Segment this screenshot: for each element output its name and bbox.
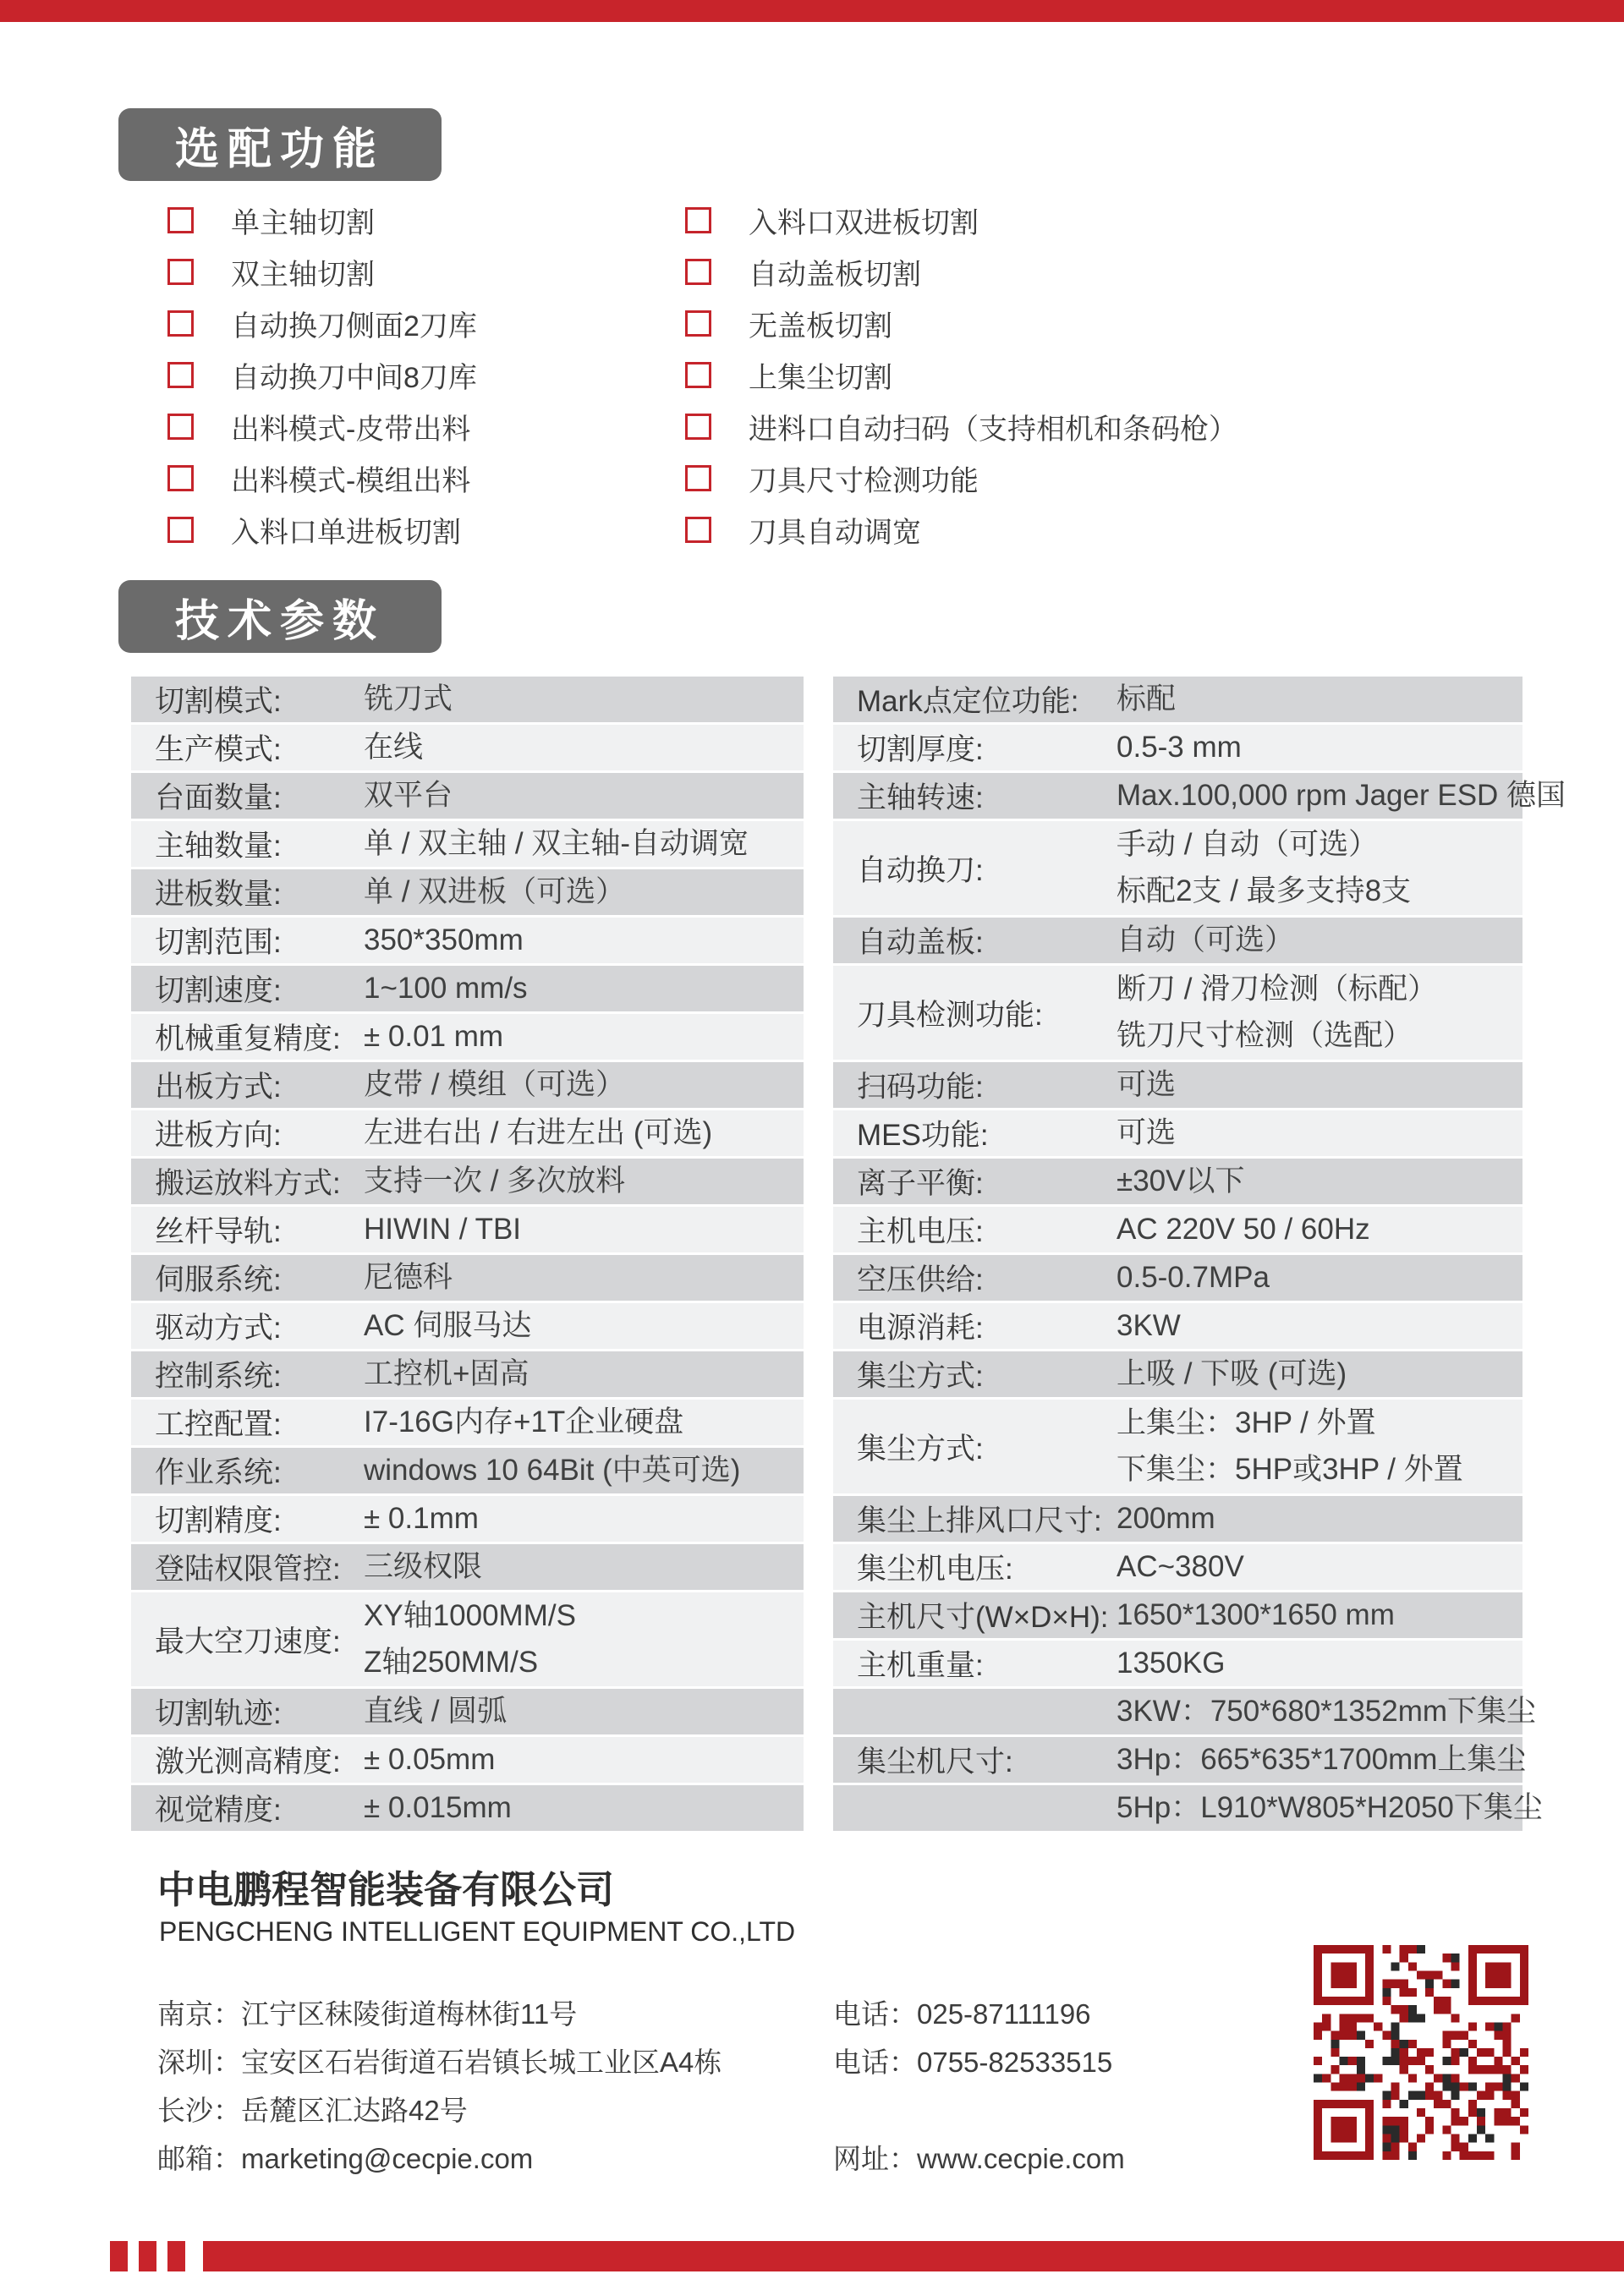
optional-feature-item <box>685 309 1237 342</box>
spec-label: 机械重复精度: <box>155 1022 341 1055</box>
spec-value-line: 可选 <box>1116 1116 1177 1149</box>
spec-label: 搬运放料方式: <box>155 1167 341 1200</box>
spec-label: 切割厚度: <box>857 733 984 766</box>
feature-label: 出料模式-皮带出料 <box>231 413 471 446</box>
optional-feature-item <box>685 360 1237 394</box>
spec-value-line: 断刀 / 滑刀检测（标配） <box>1116 972 1438 1006</box>
spec-row <box>833 725 1522 770</box>
spec-row <box>131 966 804 1011</box>
spec-row <box>131 869 804 915</box>
bottom-accent-bar <box>203 2241 1624 2271</box>
spec-row <box>833 1159 1522 1204</box>
spec-value <box>1116 1207 1522 1252</box>
feature-label: 刀具尺寸检测功能 <box>749 464 979 497</box>
spec-value <box>364 1207 804 1252</box>
spec-value-line: 3Hp：665*635*1700mm上集尘 <box>1116 1743 1527 1776</box>
spec-value <box>364 1255 804 1301</box>
optional-features-column-right <box>685 205 1237 567</box>
spec-row <box>131 1448 804 1493</box>
spec-value <box>1116 1785 1543 1831</box>
spec-label: 丝杆导轨: <box>155 1215 282 1248</box>
spec-label: 切割模式: <box>155 685 282 718</box>
spec-label: 离子平衡: <box>857 1167 984 1200</box>
optional-feature-item <box>167 463 477 497</box>
spec-value-line: I7-16G内存+1T企业硬盘 <box>364 1406 684 1438</box>
spec-value <box>364 1400 804 1445</box>
feature-checkbox[interactable] <box>685 259 711 285</box>
optional-feature-item <box>167 257 477 291</box>
optional-feature-item <box>167 515 477 549</box>
spec-value <box>364 1159 804 1204</box>
spec-row <box>833 1303 1522 1349</box>
spec-value <box>364 1496 804 1542</box>
spec-value-line: 支持一次 / 多次放料 <box>364 1164 626 1197</box>
spec-label: 主机尺寸(W×D×H): <box>857 1601 1109 1634</box>
spec-label: 主机电压: <box>857 1215 984 1248</box>
spec-row <box>131 1496 804 1542</box>
spec-label: 切割速度: <box>155 974 282 1007</box>
spec-row <box>833 1592 1522 1638</box>
spec-value <box>1116 1303 1522 1349</box>
spec-value-line: 350*350mm <box>364 923 524 956</box>
feature-label: 双主轴切割 <box>231 258 375 291</box>
spec-value-line: 双平台 <box>364 779 453 812</box>
spec-value <box>1116 1159 1522 1204</box>
optional-feature-item <box>685 463 1237 497</box>
spec-label: 电源消耗: <box>857 1312 984 1345</box>
spec-label: 生产模式: <box>155 733 282 766</box>
spec-label: 集尘机电压: <box>857 1553 1013 1586</box>
spec-row <box>833 1110 1522 1156</box>
spec-label: 视觉精度: <box>155 1794 282 1827</box>
spec-table-left <box>131 677 804 1833</box>
spec-row <box>131 677 804 722</box>
spec-value-line: AC 220V 50 / 60Hz <box>1116 1213 1370 1246</box>
spec-value-line: 尼德科 <box>364 1261 453 1294</box>
spec-label: 集尘机尺寸: <box>857 1745 1013 1778</box>
spec-value <box>364 1689 804 1734</box>
optional-feature-item <box>685 515 1237 549</box>
contact-row <box>157 2089 1282 2124</box>
spec-value-line: 三级权限 <box>364 1550 483 1583</box>
spec-value-line: 1350KG <box>1116 1647 1226 1680</box>
accent-square <box>139 2241 156 2271</box>
spec-value-line: 下集尘：5HP或3HP / 外置 <box>1116 1453 1463 1487</box>
spec-value <box>364 1737 804 1783</box>
feature-label: 自动换刀中间8刀库 <box>231 361 477 394</box>
spec-value-line: 自动（可选） <box>1116 923 1295 956</box>
feature-checkbox[interactable] <box>167 465 194 491</box>
feature-checkbox[interactable] <box>167 207 194 233</box>
spec-label: 集尘方式: <box>857 1360 984 1393</box>
spec-row <box>131 1159 804 1204</box>
spec-label: 驱动方式: <box>155 1312 282 1345</box>
spec-value-line: AC 伺服马达 <box>364 1309 532 1342</box>
spec-label: 台面数量: <box>155 781 282 814</box>
feature-label: 进料口自动扫码（支持相机和条码枪） <box>749 413 1237 446</box>
spec-value-line: 0.5-0.7MPa <box>1116 1261 1270 1294</box>
feature-checkbox[interactable] <box>167 517 194 543</box>
spec-row <box>131 1400 804 1445</box>
spec-row <box>131 1689 804 1734</box>
spec-value <box>364 1592 804 1686</box>
spec-row <box>131 1592 804 1686</box>
spec-label: 工控配置: <box>155 1408 282 1441</box>
company-name-en: PENGCHENG INTELLIGENT EQUIPMENT CO.,LTD <box>159 1916 796 1947</box>
spec-value <box>364 1785 804 1831</box>
spec-row <box>131 1110 804 1156</box>
feature-label: 入料口双进板切割 <box>749 206 979 239</box>
spec-label: 作业系统: <box>155 1456 282 1489</box>
spec-row <box>833 1641 1522 1686</box>
spec-label: 集尘上排风口尺寸: <box>857 1504 1102 1537</box>
spec-value-line: 200mm <box>1116 1502 1215 1535</box>
spec-value <box>364 1544 804 1590</box>
spec-label: 集尘方式: <box>857 1432 984 1466</box>
contact-address: 邮箱：marketing@cecpie.com <box>157 2143 534 2174</box>
spec-value <box>1116 1255 1522 1301</box>
spec-label: 切割轨迹: <box>155 1697 282 1730</box>
spec-label: 进板数量: <box>155 878 282 911</box>
spec-value <box>364 677 804 722</box>
spec-label: 伺服系统: <box>155 1263 282 1296</box>
spec-value-line: ± 0.05mm <box>364 1743 496 1776</box>
spec-value <box>1116 1592 1522 1638</box>
optional-feature-item <box>167 360 477 394</box>
spec-value <box>364 1303 804 1349</box>
spec-value-line: 铣刀式 <box>364 682 453 715</box>
spec-label: 主机重量: <box>857 1649 984 1682</box>
spec-label <box>833 1689 1116 1734</box>
spec-label: 自动盖板: <box>857 926 984 959</box>
spec-label: 切割范围: <box>155 926 282 959</box>
spec-value <box>1116 1641 1522 1686</box>
optional-features-header <box>118 108 442 181</box>
accent-square <box>167 2241 185 2271</box>
spec-row <box>833 1255 1522 1301</box>
spec-value <box>364 1062 804 1108</box>
optional-feature-item <box>167 205 477 239</box>
spec-row <box>131 1062 804 1108</box>
spec-row <box>833 677 1522 722</box>
spec-value-line: 可选 <box>1116 1068 1177 1101</box>
spec-value-line: 5Hp：L910*W805*H2050下集尘 <box>1116 1791 1543 1824</box>
company-name-cn: 中电鹏程智能装备有限公司 <box>157 1868 615 1911</box>
spec-label: MES功能: <box>857 1119 989 1152</box>
optional-feature-item <box>167 412 477 446</box>
spec-row <box>833 1544 1522 1590</box>
feature-label: 单主轴切割 <box>231 206 375 239</box>
spec-value <box>1116 1110 1522 1156</box>
spec-value-line: 在线 <box>364 731 424 764</box>
spec-row <box>131 1207 804 1252</box>
spec-value-line: 标配 <box>1116 682 1177 715</box>
spec-row <box>833 1400 1522 1493</box>
spec-value <box>364 1351 804 1397</box>
spec-value-line: ±30V以下 <box>1116 1164 1245 1197</box>
spec-value-line: ± 0.1mm <box>364 1502 479 1535</box>
spec-label: 激光测高精度: <box>155 1745 341 1778</box>
spec-value-line: AC~380V <box>1116 1550 1244 1583</box>
spec-row <box>131 1351 804 1397</box>
spec-value <box>1116 1737 1526 1783</box>
spec-label: 扫码功能: <box>857 1071 984 1104</box>
spec-label: 控制系统: <box>155 1360 282 1393</box>
contact-phone-or-web: 网址：www.cecpie.com <box>833 2143 1125 2174</box>
spec-value <box>364 966 804 1011</box>
spec-label: 空压供给: <box>857 1263 984 1296</box>
spec-value <box>364 821 804 867</box>
contact-phone-or-web: 电话：0755-82533515 <box>833 2047 1113 2078</box>
spec-value <box>364 1110 804 1156</box>
spec-label: 出板方式: <box>155 1071 282 1104</box>
spec-row <box>833 1351 1522 1397</box>
feature-label: 自动盖板切割 <box>749 258 921 291</box>
feature-checkbox[interactable] <box>685 362 711 388</box>
spec-value <box>1116 677 1522 722</box>
feature-checkbox[interactable] <box>167 259 194 285</box>
spec-row <box>131 1255 804 1301</box>
spec-value-line: 0.5-3 mm <box>1116 731 1242 764</box>
spec-value-line: XY轴1000MM/S <box>364 1598 576 1632</box>
optional-feature-item <box>685 257 1237 291</box>
spec-label: 登陆权限管控: <box>155 1553 341 1586</box>
spec-value <box>1116 1689 1536 1734</box>
spec-value <box>364 725 804 770</box>
spec-value <box>364 1014 804 1060</box>
spec-row <box>131 773 804 819</box>
spec-row <box>833 773 1566 819</box>
spec-label: 自动换刀: <box>857 853 984 887</box>
spec-label: 刀具检测功能: <box>857 998 1043 1032</box>
feature-checkbox[interactable] <box>685 207 711 233</box>
spec-value-line: 手动 / 自动（可选） <box>1116 827 1379 861</box>
spec-value-line: 单 / 双进板（可选） <box>364 875 626 908</box>
feature-checkbox[interactable] <box>167 310 194 337</box>
spec-value-line: Z轴250MM/S <box>364 1646 539 1680</box>
bottom-accent-strip <box>0 2241 1624 2271</box>
qr-code <box>1314 1945 1528 2160</box>
spec-value-line: 标配2支 / 最多支持8支 <box>1116 874 1412 908</box>
spec-row <box>131 1785 804 1831</box>
spec-label <box>833 1785 1116 1831</box>
spec-label: 最大空刀速度: <box>155 1625 341 1658</box>
tech-params-header <box>118 580 442 653</box>
spec-value-line: 1~100 mm/s <box>364 972 528 1005</box>
tech-params-title: 技术参数 <box>174 596 385 646</box>
spec-row <box>131 725 804 770</box>
spec-value-line: 单 / 双主轴 / 双主轴-自动调宽 <box>364 827 749 860</box>
spec-value <box>1116 1496 1522 1542</box>
spec-value <box>1116 918 1522 963</box>
feature-checkbox[interactable] <box>685 465 711 491</box>
spec-row <box>833 1062 1522 1108</box>
spec-value <box>1116 773 1566 819</box>
spec-label: 切割精度: <box>155 1504 282 1537</box>
contact-row <box>157 2137 1282 2173</box>
spec-value-line: 左进右出 / 右进左出 (可选) <box>364 1116 713 1149</box>
feature-label: 入料口单进板切割 <box>231 516 461 549</box>
spec-value-line: 3KW：750*680*1352mm下集尘 <box>1116 1695 1537 1728</box>
feature-label: 出料模式-模组出料 <box>231 464 471 497</box>
contact-address: 深圳：宝安区石岩街道石岩镇长城工业区A4栋 <box>157 2047 722 2078</box>
spec-value <box>1116 966 1522 1060</box>
feature-label: 无盖板切割 <box>749 310 892 342</box>
spec-value <box>364 869 804 915</box>
spec-value <box>1116 1544 1522 1590</box>
feature-checkbox[interactable] <box>685 517 711 543</box>
feature-checkbox[interactable] <box>167 414 194 440</box>
feature-checkbox[interactable] <box>167 362 194 388</box>
spec-value-line: 3KW <box>1116 1309 1181 1342</box>
spec-value-line: HIWIN / TBI <box>364 1213 522 1246</box>
spec-value <box>364 773 804 819</box>
accent-square <box>110 2241 128 2271</box>
spec-value <box>1116 821 1522 915</box>
spec-row <box>131 1014 804 1060</box>
spec-value-line: windows 10 64Bit (中英可选) <box>364 1454 741 1487</box>
spec-row <box>833 1207 1522 1252</box>
spec-value-line: 1650*1300*1650 mm <box>1116 1598 1395 1631</box>
optional-feature-item <box>685 205 1237 239</box>
spec-value-line: 皮带 / 模组（可选） <box>364 1068 626 1101</box>
contact-address: 长沙：岳麓区汇达路42号 <box>157 2095 468 2126</box>
top-accent-bar <box>0 0 1624 22</box>
spec-row <box>131 918 804 963</box>
spec-row <box>131 1737 804 1783</box>
spec-value-line: 直线 / 圆弧 <box>364 1695 508 1728</box>
spec-value-line: 上吸 / 下吸 (可选) <box>1116 1357 1347 1390</box>
feature-checkbox[interactable] <box>685 310 711 337</box>
feature-checkbox[interactable] <box>685 414 711 440</box>
spec-row <box>833 1496 1522 1542</box>
optional-features-column-left <box>167 205 477 567</box>
spec-label: 主轴转速: <box>857 781 984 814</box>
spec-value-line: 上集尘：3HP / 外置 <box>1116 1406 1376 1439</box>
optional-feature-item <box>685 412 1237 446</box>
optional-features-title: 选配功能 <box>174 124 385 174</box>
spec-row <box>833 1737 1527 1783</box>
spec-row <box>833 966 1522 1060</box>
spec-value <box>1116 1400 1522 1493</box>
spec-value-line: Max.100,000 rpm Jager ESD 德国 <box>1116 779 1566 812</box>
optional-feature-item <box>167 309 477 342</box>
feature-label: 上集尘切割 <box>749 361 892 394</box>
spec-row <box>833 1785 1543 1831</box>
contact-row <box>157 2041 1282 2076</box>
spec-row <box>131 1544 804 1590</box>
spec-value-line: 工控机+固高 <box>364 1357 529 1390</box>
spec-row <box>833 821 1522 915</box>
spec-value <box>364 1448 804 1493</box>
spec-value-line: 铣刀尺寸检测（选配） <box>1116 1019 1413 1053</box>
spec-value <box>1116 1062 1522 1108</box>
spec-value <box>1116 1351 1522 1397</box>
spec-table-right <box>833 677 1566 1833</box>
spec-row <box>833 918 1522 963</box>
feature-label: 刀具自动调宽 <box>749 516 921 549</box>
spec-value-line: ± 0.015mm <box>364 1791 512 1824</box>
qr-code-pattern <box>1314 1945 1528 2160</box>
spec-row <box>131 1303 804 1349</box>
spec-label: 主轴数量: <box>155 830 282 863</box>
spec-row <box>833 1689 1537 1734</box>
spec-value <box>364 918 804 963</box>
contact-address: 南京：江宁区秣陵街道梅林街11号 <box>157 1998 578 2030</box>
spec-label: Mark点定位功能: <box>857 685 1079 718</box>
contact-row <box>157 1992 1282 2028</box>
spec-value <box>1116 725 1522 770</box>
spec-row <box>131 821 804 867</box>
spec-label: 进板方向: <box>155 1119 282 1152</box>
spec-value-line: ± 0.01 mm <box>364 1020 504 1053</box>
contact-phone-or-web: 电话：025-87111196 <box>833 1998 1091 2030</box>
feature-label: 自动换刀侧面2刀库 <box>231 310 477 342</box>
